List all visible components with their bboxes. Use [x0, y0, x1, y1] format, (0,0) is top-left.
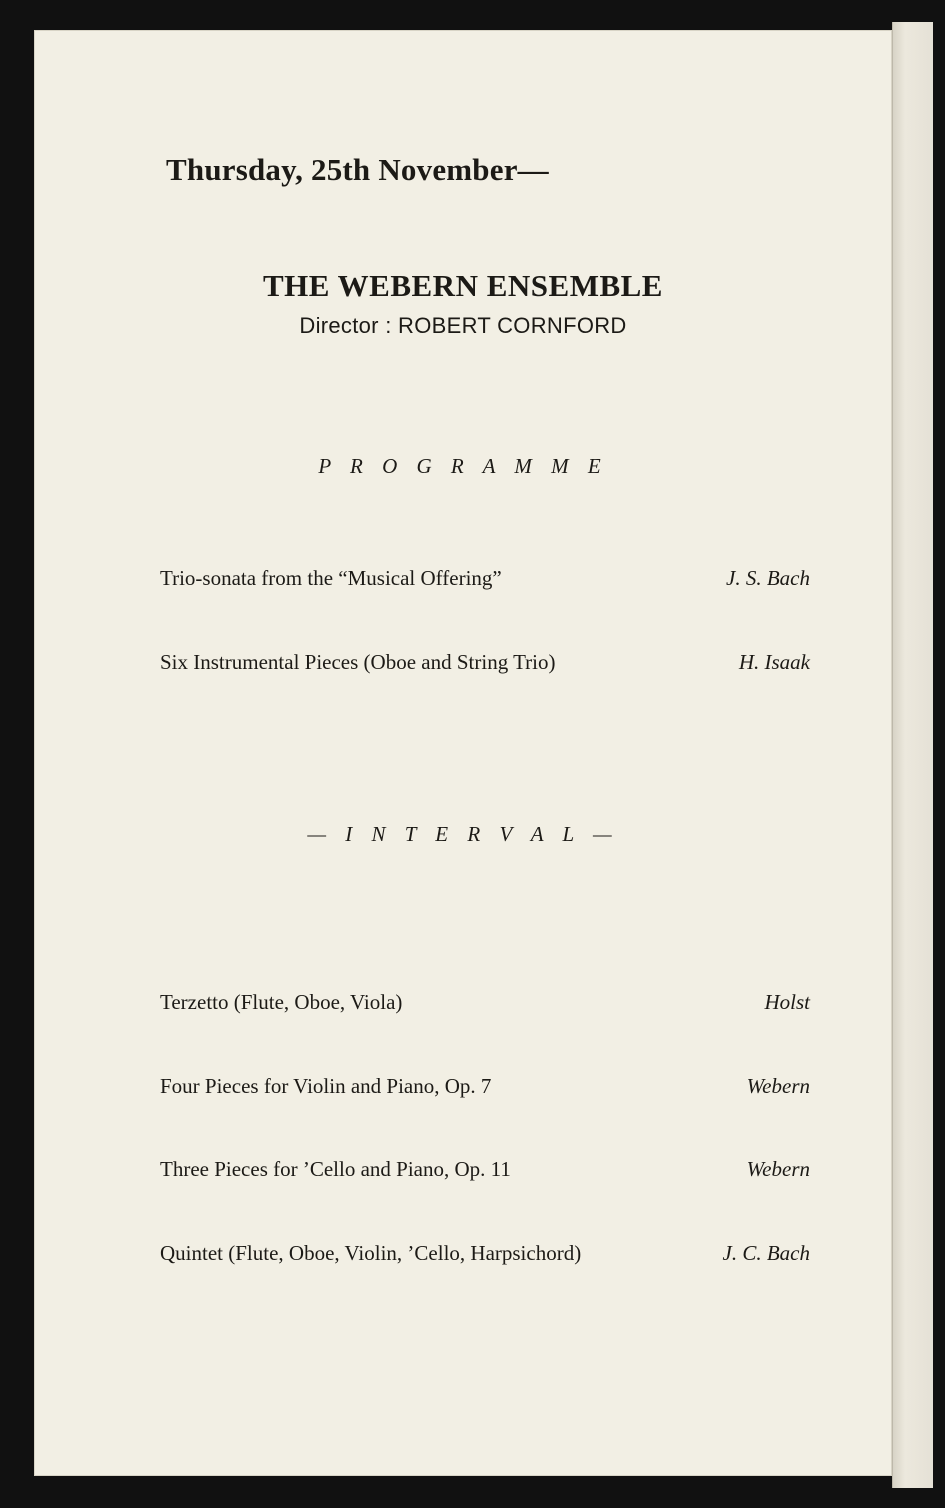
ensemble-name: THE WEBERN ENSEMBLE	[263, 268, 663, 303]
programme-item	[160, 990, 810, 1015]
programme-heading: P R O G R A M M E	[318, 454, 608, 478]
programme-item	[160, 1157, 810, 1182]
concert-date: Thursday, 25th November—	[166, 152, 549, 187]
piece-title: Trio-sonata from the “Musical Offering”	[160, 566, 502, 590]
piece-title: Six Instrumental Pieces (Oboe and String Trio)	[160, 650, 556, 674]
piece-composer: Webern	[746, 1157, 810, 1181]
programme-item	[160, 650, 810, 675]
adjacent-page-edge	[892, 22, 933, 1488]
programme-page	[34, 30, 892, 1476]
piece-composer: Webern	[746, 1074, 810, 1098]
piece-title: Three Pieces for ’Cello and Piano, Op. 11	[160, 1157, 511, 1181]
piece-title: Quintet (Flute, Oboe, Violin, ’Cello, Harpsichord)	[160, 1241, 582, 1265]
programme-item	[160, 1241, 810, 1266]
ensemble-director: Director : ROBERT CORNFORD	[299, 313, 627, 338]
interval-heading: — I N T E R V A L —	[307, 822, 619, 846]
piece-composer: Holst	[764, 990, 810, 1014]
piece-composer: J. S. Bach	[726, 566, 810, 590]
programme-item	[160, 566, 810, 591]
piece-composer: J. C. Bach	[722, 1241, 810, 1265]
piece-composer: H. Isaak	[738, 650, 810, 674]
piece-title: Terzetto (Flute, Oboe, Viola)	[160, 990, 403, 1014]
programme-item	[160, 1074, 810, 1099]
piece-title: Four Pieces for Violin and Piano, Op. 7	[160, 1074, 492, 1098]
